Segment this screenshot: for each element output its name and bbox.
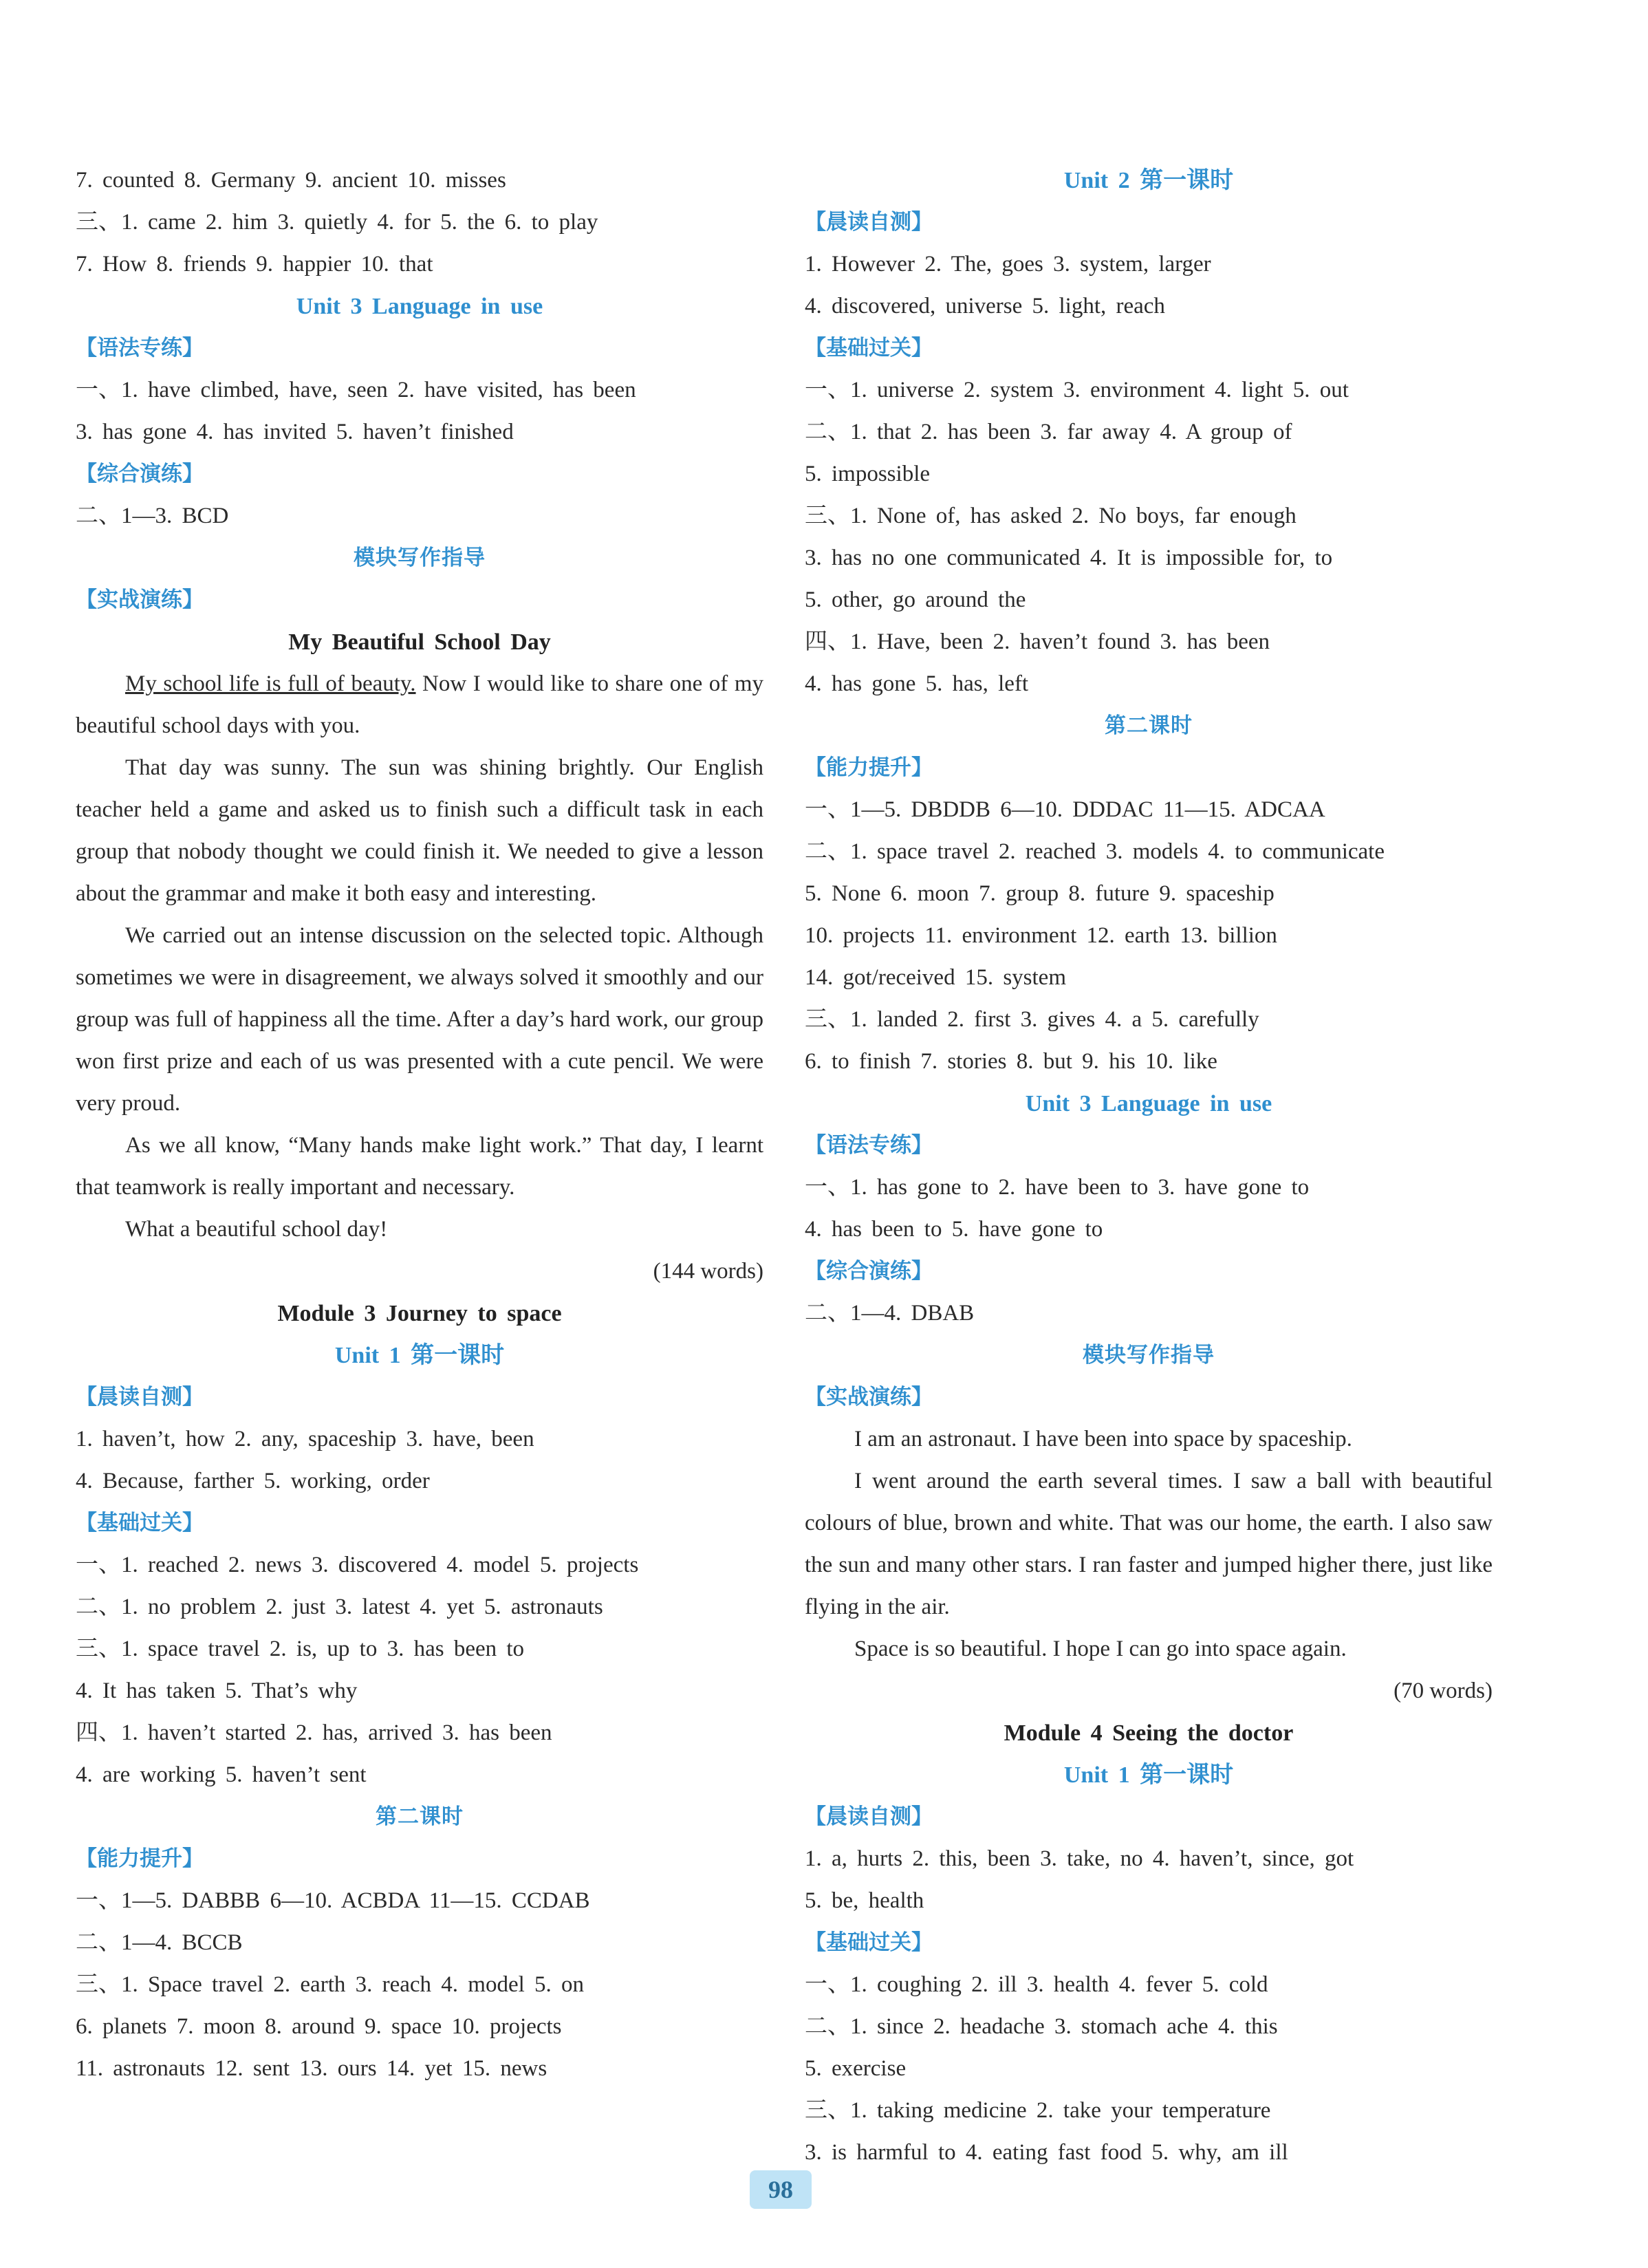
answer-line: 11. astronauts 12. sent 13. ours 14. yet 15. news xyxy=(76,2056,547,2081)
answer-line: 6. to finish 7. stories 8. but 9. his 10. like xyxy=(805,1049,1217,1074)
answer-line: 二、1. since 2. headache 3. stomach ache 4. this xyxy=(805,2014,1278,2039)
section-tag: 【晨读自测】 xyxy=(805,1804,933,1829)
right-column xyxy=(805,160,1493,2174)
answer-line: 二、1—4. BCCB xyxy=(76,1930,243,1955)
answer-line: 1. However 2. The, goes 3. system, larger xyxy=(805,252,1211,277)
section-tag: 【综合演练】 xyxy=(805,1259,933,1284)
answer-line: 4. are working 5. haven’t sent xyxy=(76,1762,367,1787)
lesson-heading: 第二课时 xyxy=(376,1804,464,1829)
answer-line: 3. is harmful to 4. eating fast food 5. why, am ill xyxy=(805,2140,1288,2165)
answer-line: 一、1—5. DBDDB 6—10. DDDAC 11—15. ADCAA xyxy=(805,797,1325,822)
answer-line: 4. discovered, universe 5. light, reach xyxy=(805,294,1165,318)
word-count: (70 words) xyxy=(1394,1678,1493,1703)
answer-line: 4. Because, farther 5. working, order xyxy=(76,1469,430,1493)
essay-paragraph: We carried out an intense discussion on the selected topic. Although sometimes we were in disagreement, we always solved it smoothly and our group was full of happiness all the time. After a day’s hard work, our group won first prize and each of us was presented with a cute pencil. We were very proud. xyxy=(76,923,763,1116)
answer-line: 一、1. coughing 2. ill 3. health 4. fever 5. cold xyxy=(805,1972,1268,1997)
section-heading: Unit 3 Language in use xyxy=(1025,1091,1272,1116)
essay-paragraph: As we all know, “Many hands make light work.” That day, I learnt that teamwork is really important and necessary. xyxy=(76,1133,763,1200)
answer-line: 7. How 8. friends 9. happier 10. that xyxy=(76,252,433,277)
section-heading: 模块写作指导 xyxy=(1083,1343,1215,1368)
essay-title: My Beautiful School Day xyxy=(288,629,551,655)
answer-line: 二、1. space travel 2. reached 3. models 4. to communicate xyxy=(805,839,1385,864)
section-heading: Unit 3 Language in use xyxy=(296,294,543,319)
answer-line: 三、1. landed 2. first 3. gives 4. a 5. carefully xyxy=(805,1007,1259,1032)
left-column xyxy=(76,160,763,2090)
answer-line: 5. exercise xyxy=(805,2056,907,2081)
answer-line: 5. be, health xyxy=(805,1888,924,1913)
answer-line: 4. has been to 5. have gone to xyxy=(805,1217,1103,1242)
essay-paragraph: I am an astronaut. I have been into space by spaceship. xyxy=(854,1427,1352,1451)
lesson-heading: 第二课时 xyxy=(1105,713,1193,738)
answer-line: 5. other, go around the xyxy=(805,587,1026,612)
section-tag: 【实战演练】 xyxy=(805,1385,933,1410)
underlined-sentence: My school life is full of beauty. xyxy=(125,671,416,696)
answer-line: 一、1. have climbed, have, seen 2. have visited, has been xyxy=(76,378,636,402)
unit-heading: Unit 1 第一课时 xyxy=(334,1343,505,1368)
answer-line: 三、1. Space travel 2. earth 3. reach 4. model 5. on xyxy=(76,1972,585,1997)
section-heading: 模块写作指导 xyxy=(354,546,486,570)
answer-line: 一、1—5. DABBB 6—10. ACBDA 11—15. CCDAB xyxy=(76,1888,590,1913)
essay-paragraph: What a beautiful school day! xyxy=(125,1217,388,1242)
answer-line: 三、1. came 2. him 3. quietly 4. for 5. the 6. to play xyxy=(76,210,598,235)
answer-line: 一、1. universe 2. system 3. environment 4. light 5. out xyxy=(805,378,1349,402)
section-tag: 【晨读自测】 xyxy=(805,210,933,235)
section-tag: 【综合演练】 xyxy=(76,462,204,486)
answer-line: 一、1. reached 2. news 3. discovered 4. model 5. projects xyxy=(76,1553,639,1577)
module-heading: Module 3 Journey to space xyxy=(277,1301,562,1326)
section-tag: 【语法专练】 xyxy=(805,1133,933,1158)
section-tag: 【基础过关】 xyxy=(805,336,933,360)
section-tag: 【实战演练】 xyxy=(76,587,204,612)
word-count: (144 words) xyxy=(653,1259,763,1284)
answer-line: 3. has no one communicated 4. It is impossible for, to xyxy=(805,546,1333,570)
answer-line: 二、1. that 2. has been 3. far away 4. A group of xyxy=(805,420,1292,444)
essay-paragraph: Space is so beautiful. I hope I can go into space again. xyxy=(854,1637,1347,1661)
answer-line: 三、1. None of, has asked 2. No boys, far enough xyxy=(805,504,1297,528)
essay-paragraph: That day was sunny. The sun was shining brightly. Our English teacher held a game and asked us to finish such a difficult task in each group that nobody thought we could finish it. We needed to give a lesson about the grammar and make it both easy and interesting. xyxy=(76,755,763,906)
essay-paragraph: I went around the earth several times. I saw a ball with beautiful colours of blue, brown and white. That was our home, the earth. I also saw the sun and many other stars. I ran faster and jumped higher there, just like flying in the air. xyxy=(805,1469,1493,1619)
page-number-badge: 98 xyxy=(750,2170,812,2209)
answer-line: 3. has gone 4. has invited 5. haven’t finished xyxy=(76,420,514,444)
answer-line: 6. planets 7. moon 8. around 9. space 10. projects xyxy=(76,2014,562,2039)
answer-line: 三、1. space travel 2. is, up to 3. has been to xyxy=(76,1637,525,1661)
answer-line: 二、1—3. BCD xyxy=(76,504,229,528)
section-tag: 【能力提升】 xyxy=(805,755,933,780)
answer-line: 14. got/received 15. system xyxy=(805,965,1067,990)
answer-line: 4. has gone 5. has, left xyxy=(805,671,1029,696)
section-tag: 【基础过关】 xyxy=(805,1930,933,1955)
answer-line: 5. impossible xyxy=(805,462,931,486)
answer-line: 二、1—4. DBAB xyxy=(805,1301,975,1326)
answer-line: 1. haven’t, how 2. any, spaceship 3. have, been xyxy=(76,1427,534,1451)
answer-line: 7. counted 8. Germany 9. ancient 10. misses xyxy=(76,168,506,193)
unit-heading: Unit 2 第一课时 xyxy=(1063,168,1234,193)
answer-line: 四、1. Have, been 2. haven’t found 3. has been xyxy=(805,629,1270,654)
unit-heading: Unit 1 第一课时 xyxy=(1063,1762,1234,1788)
answer-line: 10. projects 11. environment 12. earth 13. billion xyxy=(805,923,1277,948)
essay-text: Now I would like to share one of my beautiful school days with you. xyxy=(76,671,763,738)
section-tag: 【能力提升】 xyxy=(76,1846,204,1871)
answer-line: 5. None 6. moon 7. group 8. future 9. spaceship xyxy=(805,881,1275,906)
answer-line: 四、1. haven’t started 2. has, arrived 3. has been xyxy=(76,1720,552,1745)
section-tag: 【语法专练】 xyxy=(76,336,204,360)
section-tag: 【基础过关】 xyxy=(76,1511,204,1535)
answer-line: 一、1. has gone to 2. have been to 3. have gone to xyxy=(805,1175,1310,1200)
answer-line: 4. It has taken 5. That’s why xyxy=(76,1678,358,1703)
section-tag: 【晨读自测】 xyxy=(76,1385,204,1410)
answer-line: 二、1. no problem 2. just 3. latest 4. yet 5. astronauts xyxy=(76,1595,603,1619)
answer-line: 三、1. taking medicine 2. take your temperature xyxy=(805,2098,1271,2123)
module-heading: Module 4 Seeing the doctor xyxy=(1004,1720,1294,1746)
answer-line: 1. a, hurts 2. this, been 3. take, no 4. haven’t, since, got xyxy=(805,1846,1354,1871)
essay-paragraph xyxy=(76,663,763,747)
